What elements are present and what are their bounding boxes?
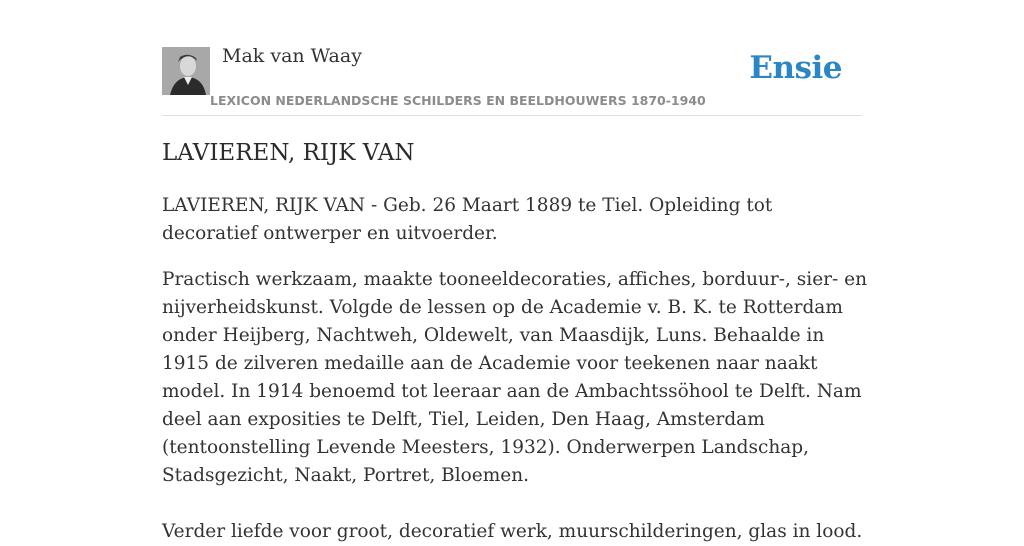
author-name[interactable]: Mak van Waay (222, 45, 362, 67)
article-body (162, 192, 872, 546)
article-paragraph: Verder liefde voor groot, decoratief werk, muurschilderingen, glas in lood. (162, 521, 863, 542)
ensie-logo[interactable]: Ensie (749, 50, 842, 86)
article-paragraph: LAVIEREN, RIJK VAN - Geb. 26 Maart 1889 te Tiel. Opleiding tot decoratief ontwerper en uitvoerder. (162, 195, 773, 244)
source-lexicon-title[interactable]: LEXICON NEDERLANDSCHE SCHILDERS EN BEELDHOUWERS 1870-1940 (210, 93, 706, 108)
author-portrait-icon (162, 47, 210, 95)
header-divider (162, 115, 862, 116)
author-avatar[interactable] (162, 47, 210, 95)
article-paragraph: Practisch werkzaam, maakte tooneeldecoraties, affiches, borduur-, sier- en nijverheidskunst. Volgde de lessen op de Academie v. B. K. te Rotterdam onder Heijberg, Nachtweh, Oldewelt, van Maasdijk, Luns. Behaalde in 1915 de zilveren medaille aan de Academie voor teekenen naar naakt model. In 1914 benoemd tot leeraar aan de Ambachtssöhool te Delft. Nam deel aan exposities te Delft, Tiel, Leiden, Den Haag, Amsterdam (tentoonstelling Levende Meesters, 1932). Onderwerpen Landschap, Stadsgezicht, Naakt, Portret, Bloemen. (162, 269, 867, 486)
article-title: LAVIEREN, RIJK VAN (162, 140, 415, 166)
